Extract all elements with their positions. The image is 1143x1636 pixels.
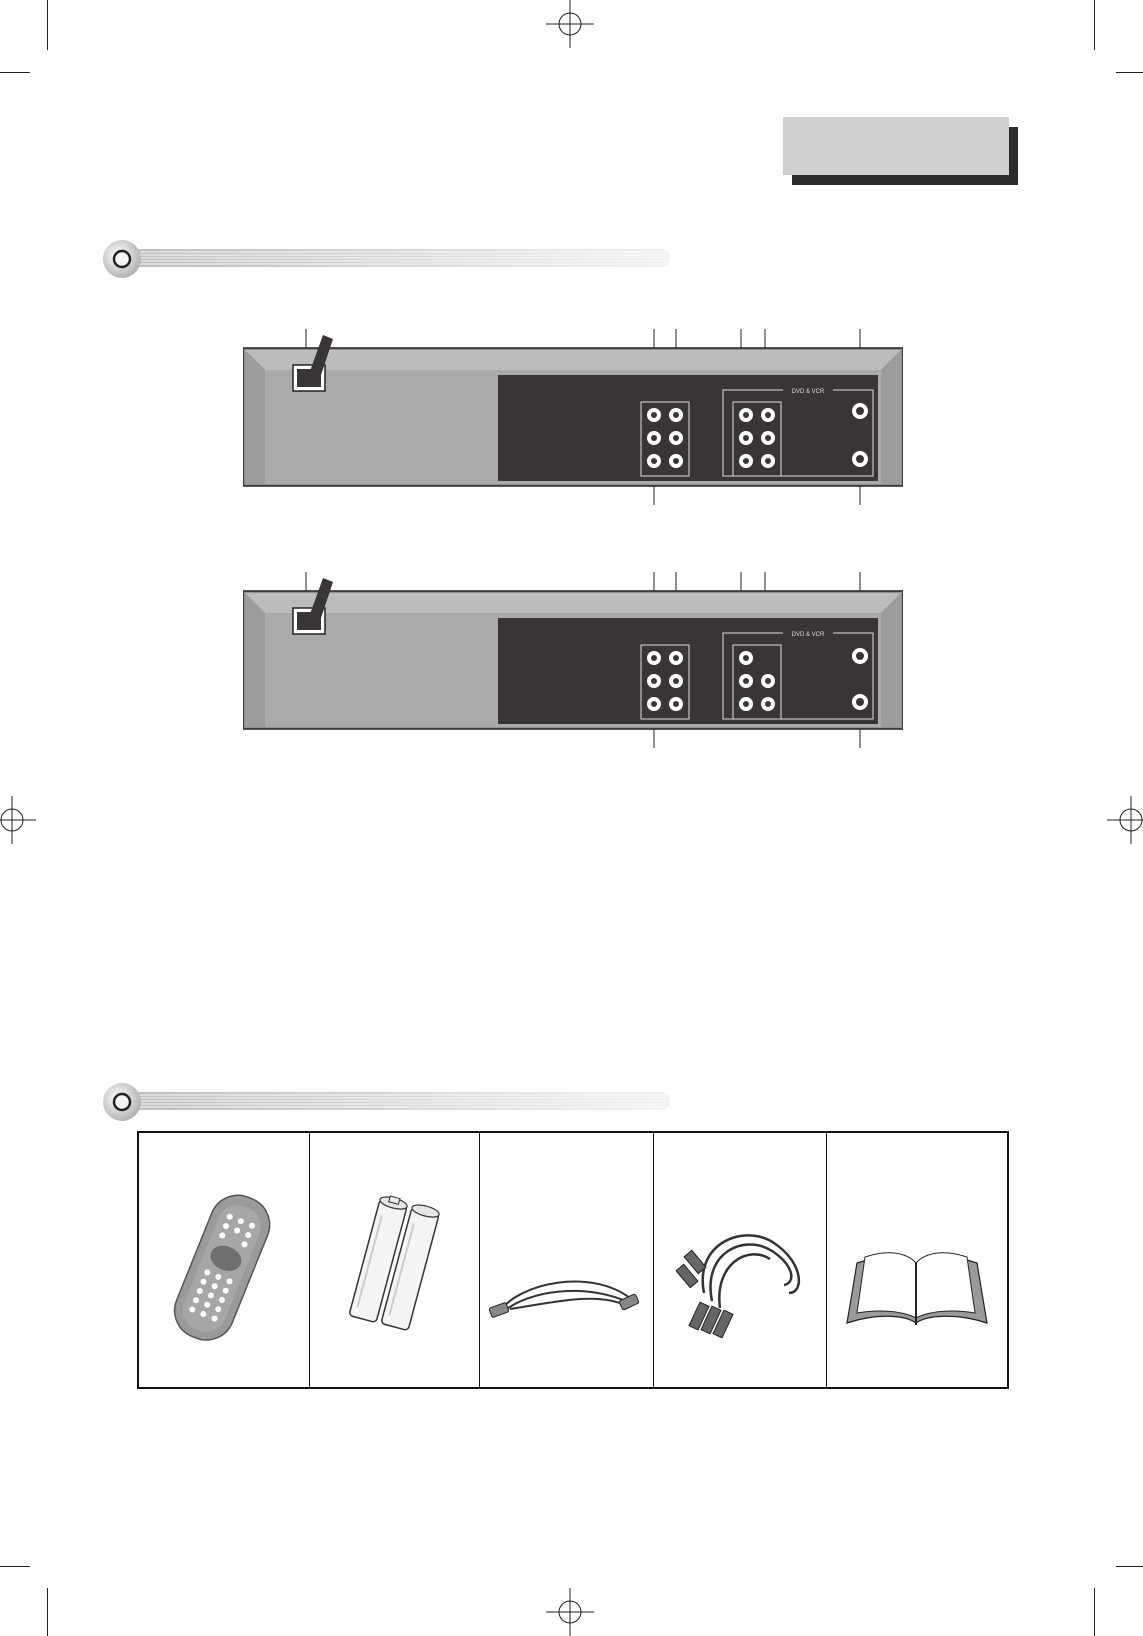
crop-mark [47,1588,48,1636]
header-tab [783,117,1009,175]
rear-panel-diagram-bottom [243,568,903,748]
registration-mark-left [0,796,36,844]
section-bar-accessories [100,1082,675,1122]
dvd-vcr-label-top: DVD & VCR [791,389,825,395]
crop-mark [1094,1588,1095,1636]
crop-mark [1094,0,1095,50]
accessories-table [137,1131,1009,1389]
dvd-vcr-label-bottom: DVD & VCR [791,632,825,638]
av-cable-icon [654,1133,825,1387]
crop-mark [0,1566,30,1567]
batteries-icon [310,1133,478,1387]
crop-mark [0,72,30,73]
crop-mark [47,0,48,50]
registration-mark-bottom [546,1588,594,1636]
remote-control-icon [139,1133,308,1387]
rear-panel-diagram-top [243,325,903,505]
book-icon [827,1133,1005,1387]
accessory-cell-remote [139,1133,310,1387]
crop-mark [1116,72,1143,73]
crop-mark [1116,1566,1143,1567]
rf-cable-icon [480,1133,652,1387]
section-bar-rear-panel [100,239,675,279]
accessory-cell-rf-cable [480,1133,654,1387]
accessory-cell-batteries [310,1133,480,1387]
accessory-cell-av-cable [654,1133,827,1387]
registration-mark-right [1107,796,1143,844]
accessory-cell-manual [827,1133,1007,1387]
registration-mark-top [546,0,594,48]
